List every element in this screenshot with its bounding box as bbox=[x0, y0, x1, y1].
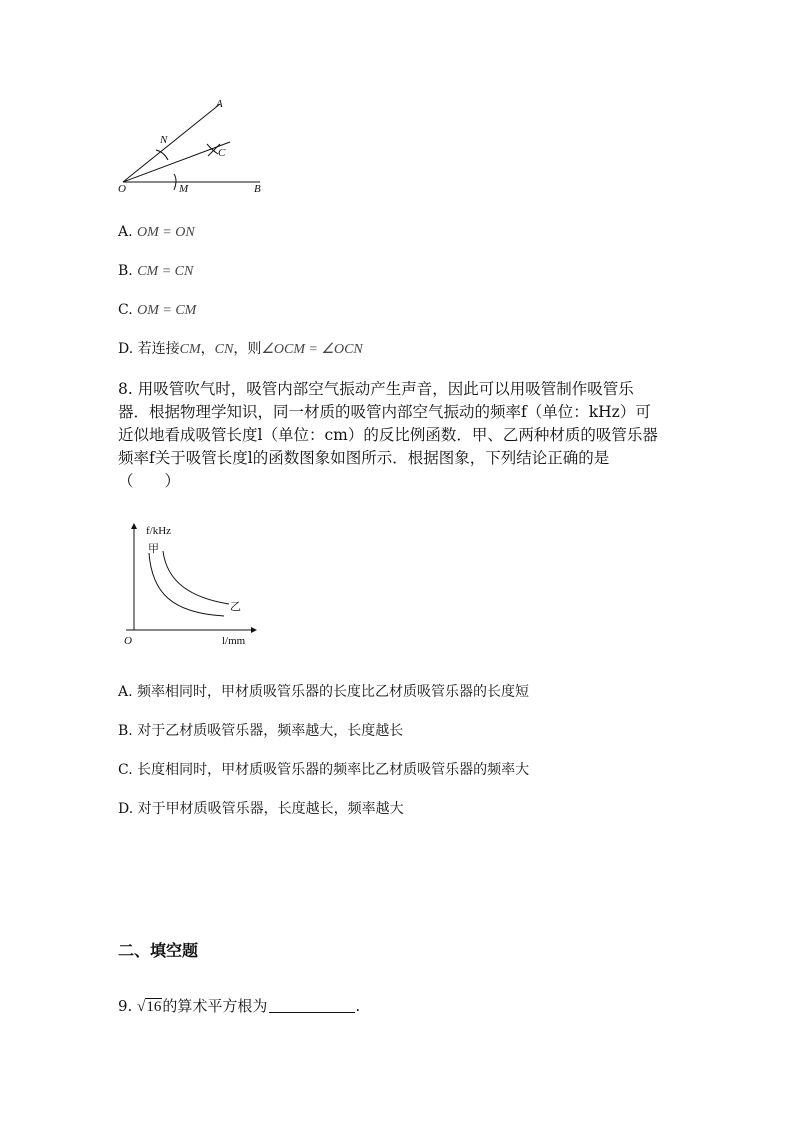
option-letter: C. bbox=[118, 762, 133, 778]
q7-option-b[interactable] bbox=[118, 261, 193, 282]
y-axis-label: f/kHz bbox=[146, 525, 172, 537]
label-b: B bbox=[254, 183, 261, 195]
q9 bbox=[118, 996, 360, 1017]
arc-n bbox=[156, 150, 168, 160]
ray-oc bbox=[123, 142, 230, 182]
x-axis-label: l/mm bbox=[222, 635, 246, 647]
q7-option-a[interactable] bbox=[118, 222, 195, 243]
frequency-length-graph bbox=[112, 518, 262, 652]
option-expr-angles: ∠OCM = ∠OCN bbox=[261, 342, 363, 357]
option-expr-cn: CN bbox=[214, 342, 234, 357]
option-letter: D. bbox=[118, 801, 134, 817]
label-n: N bbox=[160, 134, 168, 146]
option-expr: CM = CN bbox=[137, 264, 194, 279]
sqrt-radicand: 16 bbox=[146, 999, 162, 1015]
curve-jia-label: 甲 bbox=[148, 542, 159, 555]
sqrt-symbol: √16 bbox=[137, 999, 162, 1015]
option-letter: B. bbox=[118, 723, 133, 739]
label-c: C bbox=[218, 147, 226, 159]
label-m: M bbox=[179, 183, 189, 195]
label-a: A bbox=[216, 98, 223, 110]
q9-end: . bbox=[355, 997, 361, 1015]
option-letter: A. bbox=[118, 684, 133, 700]
option-letter: A. bbox=[118, 224, 133, 240]
angle-construction-figure bbox=[112, 94, 272, 198]
curve-jia bbox=[149, 553, 224, 616]
q7-option-d[interactable] bbox=[118, 339, 363, 360]
curve-yi-label: 乙 bbox=[230, 600, 241, 613]
q8-option-a[interactable] bbox=[118, 682, 529, 702]
label-o: O bbox=[118, 183, 126, 195]
option-text: 对于甲材质吸管乐器，长度越长，频率越大 bbox=[137, 801, 404, 817]
q8-line-5: （ ） bbox=[118, 472, 181, 490]
option-text: 长度相同时，甲材质吸管乐器的频率比乙材质吸管乐器的频率大 bbox=[137, 762, 530, 778]
q8-line-4: 频率f关于吸管长度l的函数图象如图所示．根据图象，下列结论正确的是 bbox=[118, 449, 610, 467]
q8-line-2: 器．根据物理学知识，同一材质的吸管内部空气振动的频率f（单位：kHz）可 bbox=[118, 403, 651, 421]
q8-line-3: 近似地看成吸管长度l（单位：cm）的反比例函数．甲、乙两种材质的吸管乐器 bbox=[118, 426, 658, 444]
q9-text: 的算术平方根为 bbox=[162, 997, 268, 1015]
q8-option-d[interactable] bbox=[118, 799, 404, 819]
ray-oa bbox=[123, 104, 220, 182]
answer-blank[interactable] bbox=[269, 998, 355, 1013]
option-text-prefix: 若连接 bbox=[137, 341, 180, 357]
option-expr: OM = ON bbox=[137, 225, 195, 240]
curve-yi bbox=[163, 551, 229, 604]
q7-option-c[interactable] bbox=[118, 300, 196, 321]
option-text-mid: ，则 bbox=[233, 341, 262, 357]
q8-stem bbox=[118, 378, 698, 493]
option-letter: D. bbox=[118, 341, 134, 357]
option-expr-cm: CM bbox=[179, 342, 201, 357]
option-sep: ， bbox=[200, 341, 215, 357]
q8-line-1: 8. 用吸管吹气时，吸管内部空气振动产生声音，因此可以用吸管制作吸管乐 bbox=[118, 380, 634, 398]
q8-option-b[interactable] bbox=[118, 721, 403, 741]
option-letter: C. bbox=[118, 302, 133, 318]
option-letter: B. bbox=[118, 263, 133, 279]
section-title: 二、填空题 bbox=[118, 941, 199, 960]
origin-label: O bbox=[124, 635, 132, 647]
option-expr: OM = CM bbox=[137, 303, 197, 318]
option-text: 对于乙材质吸管乐器，频率越大，长度越长 bbox=[137, 723, 404, 739]
q8-option-c[interactable] bbox=[118, 760, 529, 780]
option-text: 频率相同时，甲材质吸管乐器的长度比乙材质吸管乐器的长度短 bbox=[137, 684, 530, 700]
q9-number: 9. bbox=[118, 997, 133, 1015]
